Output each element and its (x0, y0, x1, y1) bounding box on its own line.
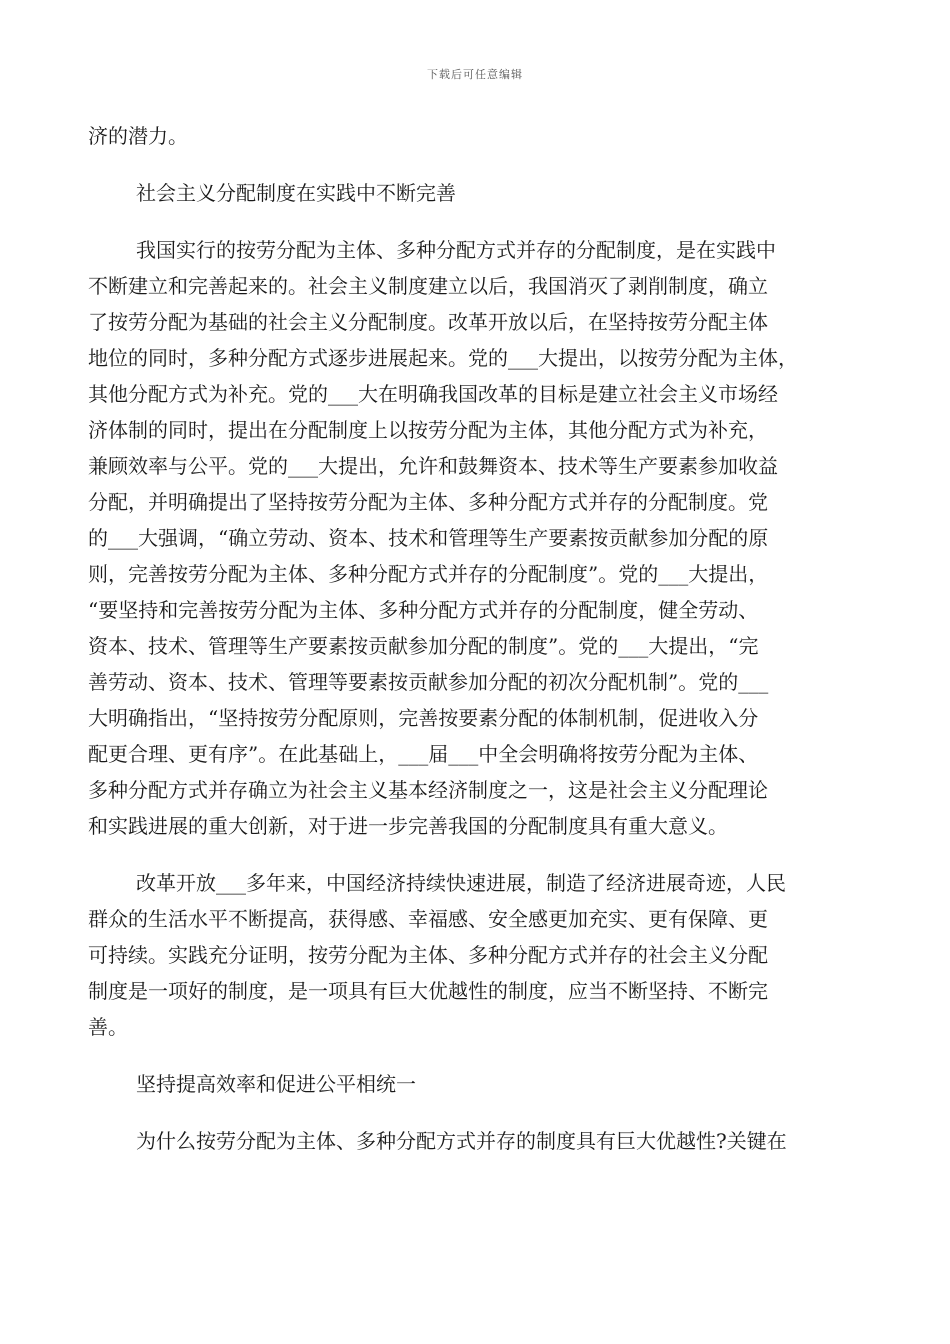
text-line: 兼顾效率与公平。党的___大提出，允许和鼓舞资本、技术等生产要素参加收益 (88, 454, 778, 478)
text-line: 其他分配方式为补充。党的___大在明确我国改革的目标是建立社会主义市场经 (88, 382, 778, 406)
heading-line: 社会主义分配制度在实践中不断完善 (136, 181, 456, 205)
text-line: 则，完善按劳分配为主体、多种分配方式并存的分配制度”。党的___大提出， (88, 562, 769, 586)
text-line: 地位的同时，多种分配方式逐步进展起来。党的___大提出，以按劳分配为主体， (88, 346, 798, 370)
text-line: 济体制的同时，提出在分配制度上以按劳分配为主体，其他分配方式为补充， (88, 418, 768, 442)
text-line: 大明确指出，“坚持按劳分配原则，完善按要素分配的体制机制，促进收入分 (88, 706, 759, 730)
heading-line: 坚持提高效率和促进公平相统一 (136, 1072, 416, 1096)
text-line: 资本、技术、管理等生产要素按贡献参加分配的制度”。党的___大提出，“完 (88, 634, 759, 658)
paragraph-reform-achievements (88, 865, 866, 1045)
text-line: 我国实行的按劳分配为主体、多种分配方式并存的分配制度，是在实践中 (136, 238, 776, 262)
text-line: 配更合理、更有序”。在此基础上，___届___中全会明确将按劳分配为主体、 (88, 742, 759, 766)
text-line: 改革开放___多年来，中国经济持续快速进展，制造了经济进展奇迹，人民 (136, 871, 786, 895)
text-line: “要坚持和完善按劳分配为主体、多种分配方式并存的分配制度，健全劳动、 (88, 598, 759, 622)
text-line: 的___大强调，“确立劳动、资本、技术和管理等生产要素按贡献参加分配的原 (88, 526, 769, 550)
text-line: 分配，并明确提出了坚持按劳分配为主体、多种分配方式并存的分配制度。党 (88, 490, 768, 514)
text-line: 了按劳分配为基础的社会主义分配制度。改革开放以后，在坚持按劳分配主体 (88, 310, 768, 334)
paragraph-continuation (88, 118, 866, 154)
text-line: 为什么按劳分配为主体、多种分配方式并存的制度具有巨大优越性?关键在 (136, 1129, 787, 1153)
text-line: 制度是一项好的制度，是一项具有巨大优越性的制度，应当不断坚持、不断完 (88, 979, 768, 1003)
text-line: 善。 (88, 1015, 128, 1039)
text-line: 善劳动、资本、技术、管理等要素按贡献参加分配的初次分配机制”。党的___ (88, 670, 769, 694)
section-heading-efficiency-fairness (88, 1066, 866, 1102)
text-line: 可持续。实践充分证明，按劳分配为主体、多种分配方式并存的社会主义分配 (88, 943, 768, 967)
text-line: 和实践进展的重大创新，对于进一步完善我国的分配制度具有重大意义。 (88, 814, 728, 838)
page-header-note: 下载后可任意编辑 (427, 68, 523, 81)
text-line: 不断建立和完善起来的。社会主义制度建立以后，我国消灭了剥削制度，确立 (88, 274, 768, 298)
text-line: 济的潜力。 (88, 124, 188, 148)
section-heading-distribution-system (88, 175, 866, 211)
text-line: 群众的生活水平不断提高，获得感、幸福感、安全感更加充实、更有保障、更 (88, 907, 768, 931)
text-line: 多种分配方式并存确立为社会主义基本经济制度之一，这是社会主义分配理论 (88, 778, 768, 802)
document-body (88, 118, 866, 1159)
paragraph-why-superior (88, 1123, 866, 1159)
paragraph-distribution-history (88, 232, 866, 844)
